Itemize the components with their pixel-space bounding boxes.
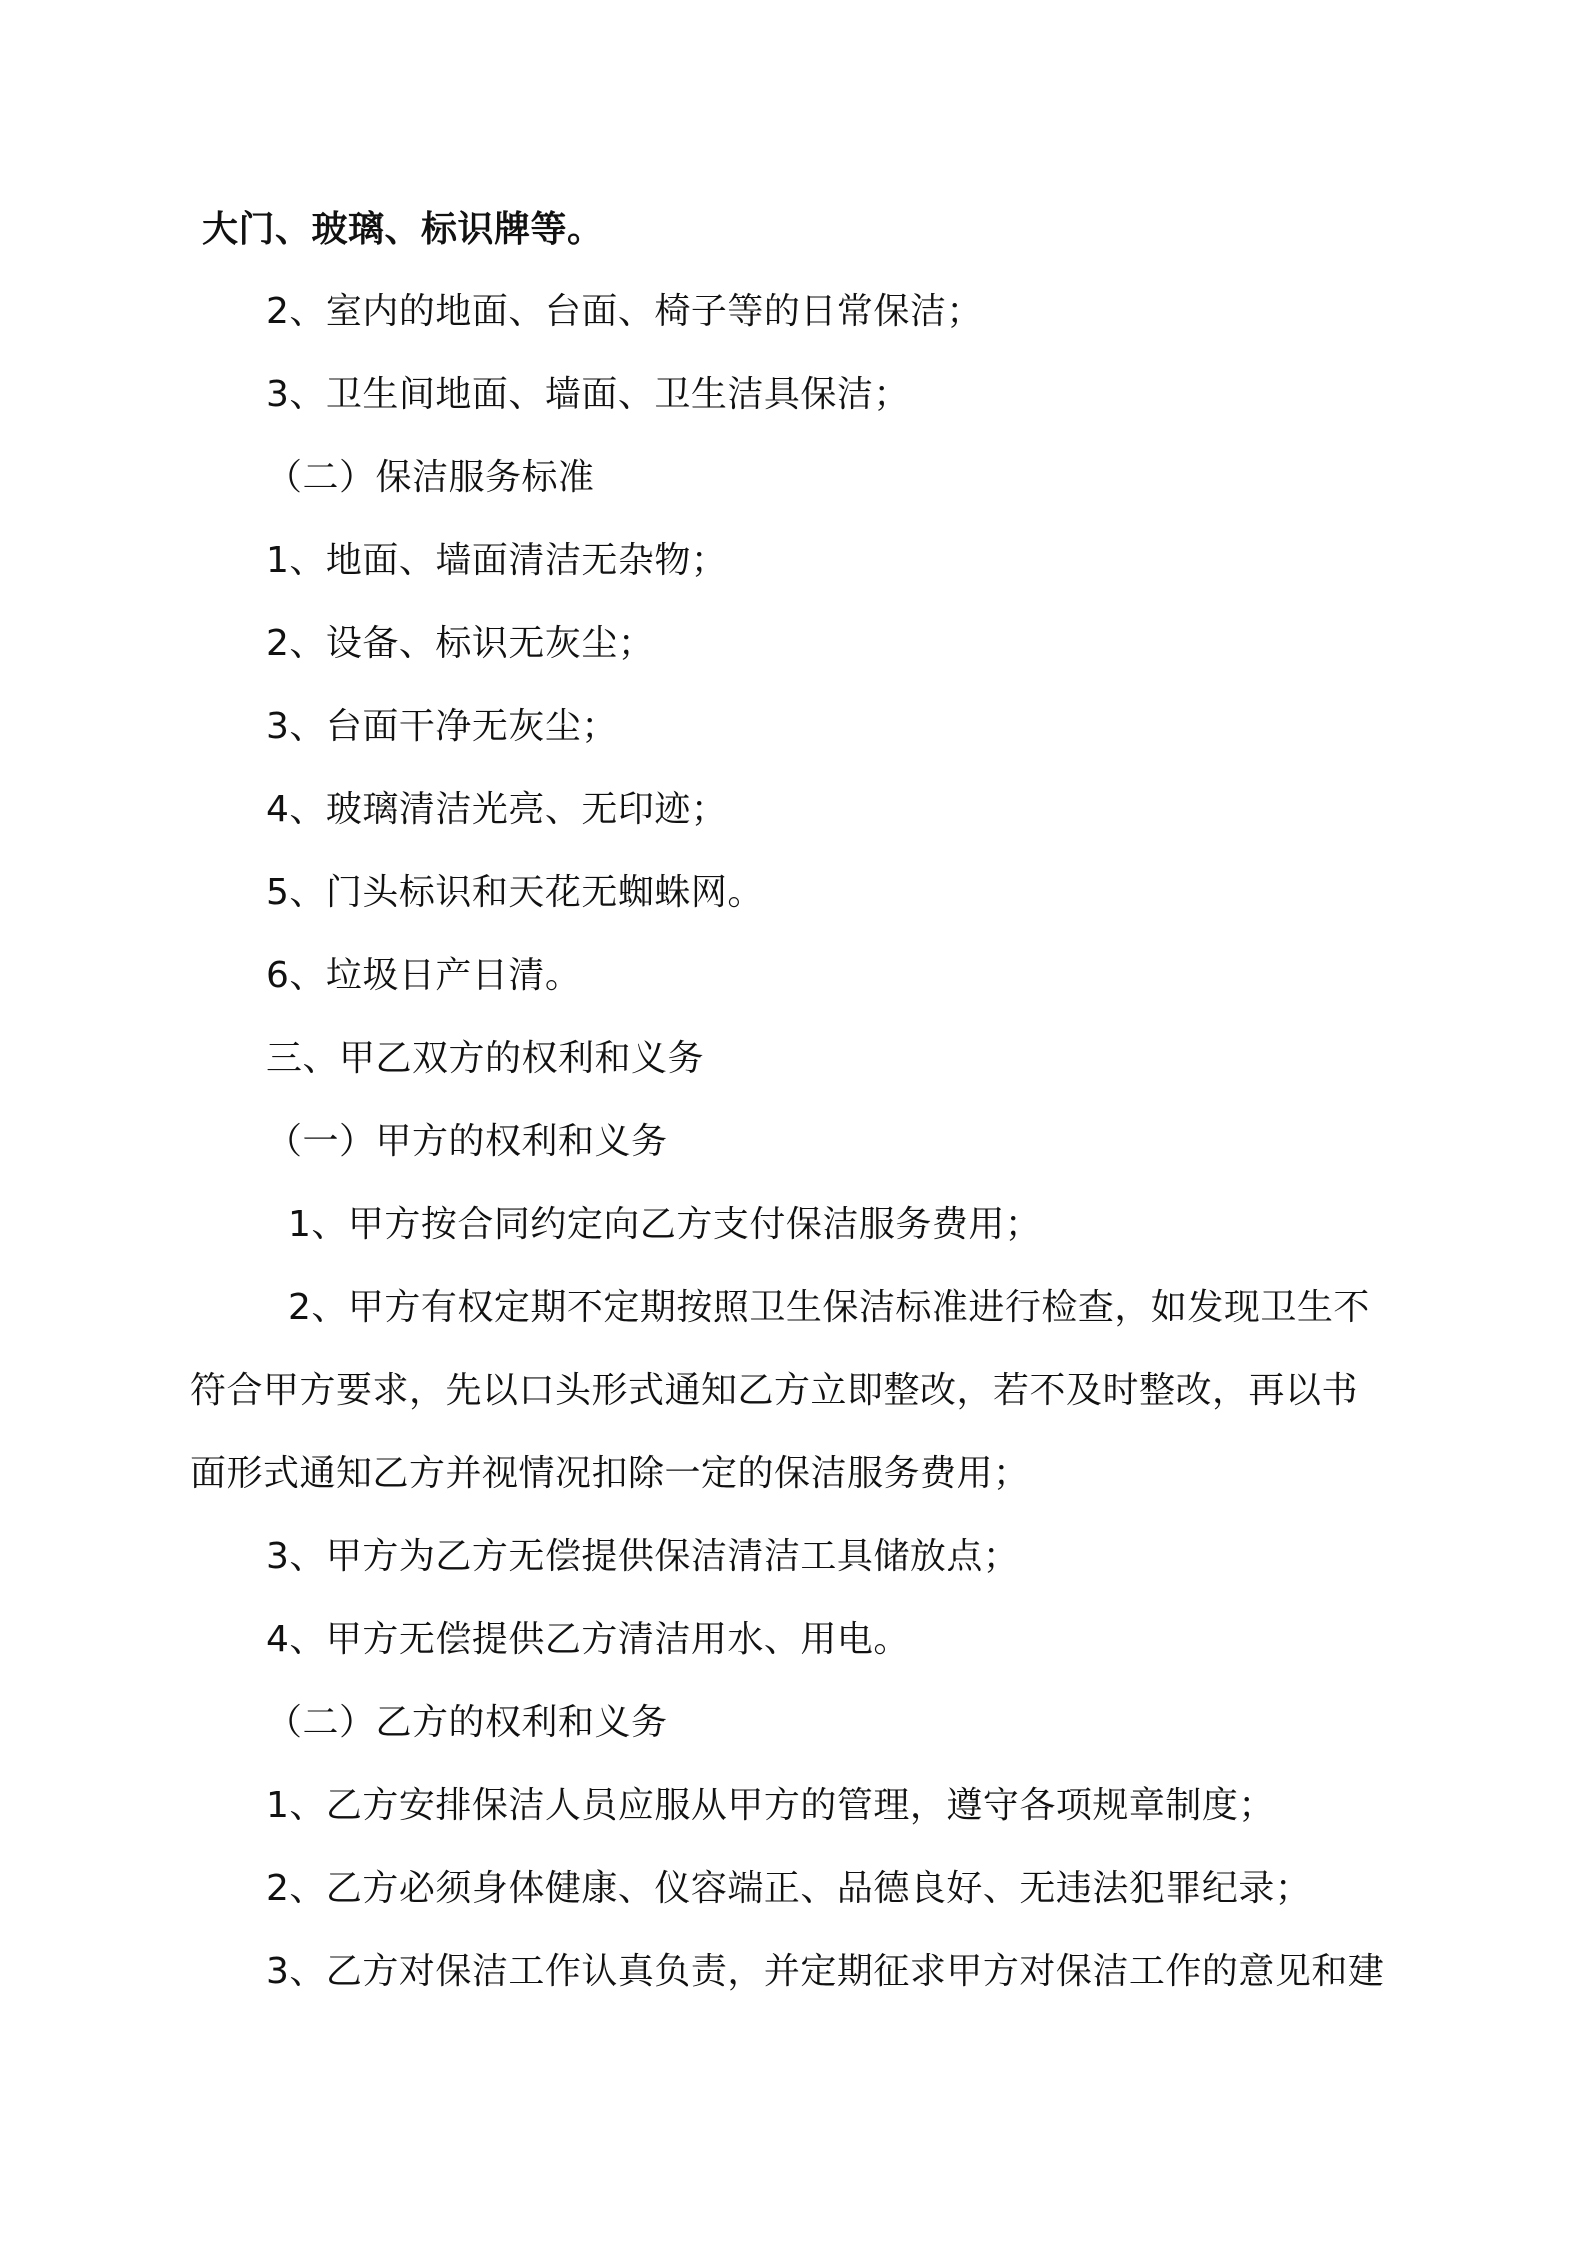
text-line-8: 4、玻璃清洁光亮、无印迹； — [266, 789, 728, 830]
text-line-16: 面形式通知乙方并视情况扣除一定的保洁服务费用； — [190, 1453, 1030, 1494]
text-line-22: 3、乙方对保洁工作认真负责，并定期征求甲方对保洁工作的意见和建 — [266, 1951, 1385, 1992]
section-heading-party-b: （二）乙方的权利和义务 — [266, 1702, 668, 1743]
text-line-3: 3、卫生间地面、墙面、卫生洁具保洁； — [266, 374, 910, 415]
text-line-6: 2、设备、标识无灰尘； — [266, 623, 655, 664]
text-line-2: 2、室内的地面、台面、椅子等的日常保洁； — [266, 291, 983, 332]
section-heading-rights-obligations: 三、甲乙双方的权利和义务 — [266, 1038, 705, 1079]
text-line-7: 3、台面干净无灰尘； — [266, 706, 618, 747]
text-line-21: 2、乙方必须身体健康、仪容端正、品德良好、无违法犯罪纪录； — [266, 1868, 1312, 1909]
section-heading-party-a: （一）甲方的权利和义务 — [266, 1121, 668, 1162]
text-line-15: 符合甲方要求，先以口头形式通知乙方立即整改，若不及时整改，再以书 — [190, 1370, 1359, 1411]
text-line-20: 1、乙方安排保洁人员应服从甲方的管理，遵守各项规章制度； — [266, 1785, 1275, 1826]
text-line-9: 5、门头标识和天花无蜘蛛网。 — [266, 872, 764, 913]
text-line-13: 1、甲方按合同约定向乙方支付保洁服务费用； — [288, 1204, 1042, 1245]
section-heading-cleaning-standard: （二）保洁服务标准 — [266, 457, 595, 498]
text-line-14: 2、甲方有权定期不定期按照卫生保洁标准进行检查，如发现卫生不 — [288, 1287, 1370, 1328]
text-line-10: 6、垃圾日产日清。 — [266, 955, 582, 996]
text-line-1: 大门、玻璃、标识牌等。 — [202, 209, 604, 250]
text-line-18: 4、甲方无偿提供乙方清洁用水、用电。 — [266, 1619, 910, 1660]
text-line-5: 1、地面、墙面清洁无杂物； — [266, 540, 728, 581]
text-line-17: 3、甲方为乙方无偿提供保洁清洁工具储放点； — [266, 1536, 1020, 1577]
